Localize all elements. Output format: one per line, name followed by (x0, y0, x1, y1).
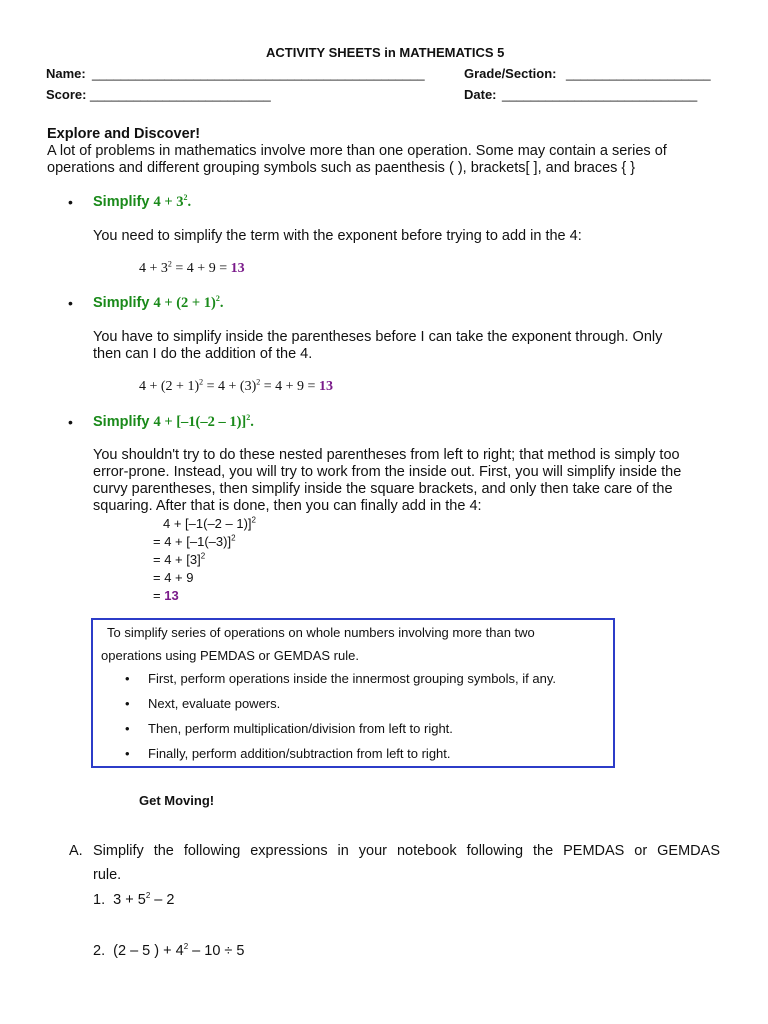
date-label: Date: (464, 87, 497, 102)
example-2-answer: 13 (318, 379, 333, 394)
problem-1: 1. $3 + 5^2 - 2$ (93, 891, 175, 908)
grade-line: ____________________ (566, 66, 711, 81)
worksheet-title: ACTIVITY SHEETS in MATHEMATICS 5 (266, 45, 505, 60)
name-line: ______________________________________________ (92, 66, 425, 81)
example-3-text-line-4: squaring. After that is done, then you can finally add in the 4: (93, 498, 482, 514)
explore-intro-line-2: operations and different grouping symbols such as paenthesis ( ), brackets[ ], and braces { } (47, 160, 636, 176)
example-3-step-1: 4 + [–1(–2 – 1)]$^2$ (163, 515, 256, 531)
bullet: • (125, 746, 130, 761)
score-line: _________________________ (90, 87, 271, 102)
bullet: • (125, 721, 130, 736)
rule-item: First, perform operations inside the innermost grouping symbols, if any. (148, 671, 556, 686)
example-3-text-line-2: error-prone. Instead, you will try to work from the inside out. First, you will simplify inside the (93, 464, 682, 480)
example-1-text: You need to simplify the term with the exponent before trying to add in the 4: (93, 228, 582, 244)
example-3-step-4: = 4 + 9 (153, 570, 194, 585)
part-a-instruction-line-1: Simplify the following expressions in your notebook following the PEMDAS or GEMDAS (93, 843, 720, 859)
example-3-step-3: = $4 + [3]^2$ (153, 551, 206, 567)
bullet: • (68, 194, 73, 210)
explore-intro-line-1: A lot of problems in mathematics involve more than one operation. Some may contain a series of (47, 143, 667, 159)
example-3-step-2: = $4 + [-1(-3)]^2$ (153, 533, 236, 549)
pemdas-rule-box (91, 618, 615, 768)
example-3-text-line-1: You shouldn't try to do these nested parentheses from left to right; that method is simply too (93, 447, 680, 463)
part-a-instruction-line-2: rule. (93, 867, 122, 883)
rule-item: Next, evaluate powers. (148, 696, 281, 711)
date-line: ___________________________ (502, 87, 698, 102)
example-2-text-line-2: then can I do the addition of the 4. (93, 346, 313, 362)
name-label: Name: (46, 66, 86, 81)
example-1-answer: 13 (230, 261, 245, 276)
rule-item: Then, perform multiplication/division from left to right. (148, 721, 453, 736)
bullet: • (125, 696, 130, 711)
bullet: • (68, 295, 73, 311)
bullet: • (68, 414, 73, 430)
example-1-title: Simplify $4 + 3^2$. (93, 193, 192, 210)
get-moving-heading: Get Moving! (139, 793, 215, 808)
explore-heading: Explore and Discover! (47, 126, 201, 142)
rule-item: Finally, perform addition/subtraction from left to right. (148, 746, 451, 761)
example-3-text-line-3: curvy parentheses, then simplify inside the square brackets, and only then take care of the (93, 481, 673, 497)
part-a-label: A. (69, 843, 83, 859)
rule-box-intro-line-1: To simplify series of operations on whole numbers involving more than two (107, 625, 535, 640)
example-2-text-line-1: You have to simplify inside the parentheses before I can take the exponent through. Only (93, 329, 663, 345)
grade-label: Grade/Section: (464, 66, 557, 81)
score-label: Score: (46, 87, 87, 102)
example-2-work: $4 + (2 + 1)^2 = 4 + (3)^2 = 4 + 9 = 13$ (139, 377, 333, 394)
bullet: • (125, 671, 130, 686)
example-3-answer: 13 (164, 588, 179, 603)
problem-2: 2. (2 – 5 ) + $4^2 - 10 \div 5$ (93, 942, 245, 959)
example-3-title: Simplify 4 + [–1(–2 – 1)]$^2$. (93, 413, 254, 430)
example-3-step-5: = 13 (153, 588, 179, 603)
example-1-work: $4 + 3^2 = 4 + 9 = 13$ (139, 259, 245, 276)
example-2-title: Simplify $4 + (2 + 1)^2$. (93, 294, 224, 311)
rule-box-intro-line-2: operations using PEMDAS or GEMDAS rule. (101, 648, 359, 663)
